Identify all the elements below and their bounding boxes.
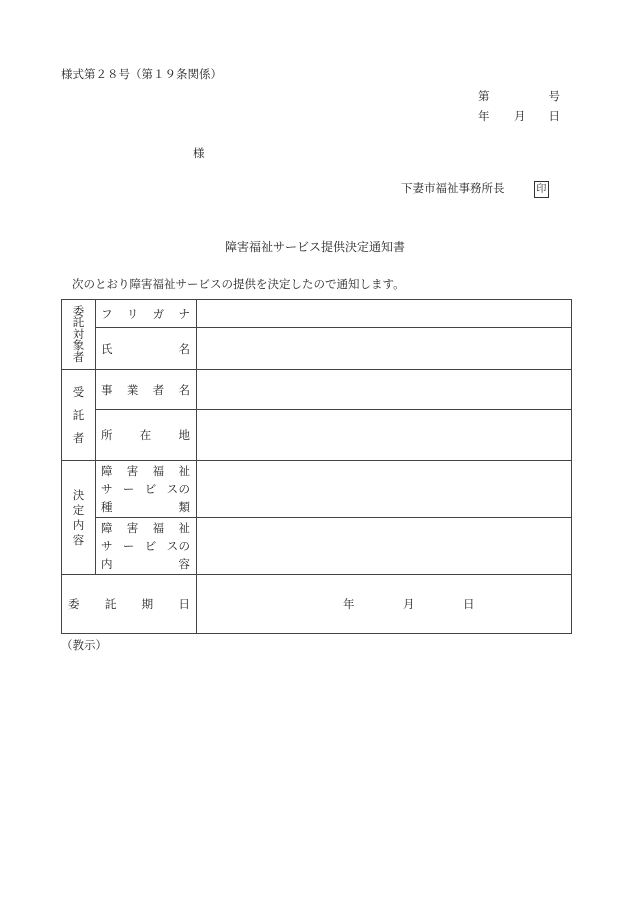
recipient-char: 者 [72,349,85,364]
service-content-field[interactable] [197,518,572,575]
furigana-char: ナ [178,306,190,321]
label-char: 在 [139,428,152,442]
recipient-group-label [62,300,96,370]
label-char: 委 [68,597,80,611]
decision-char: 決 [72,487,85,502]
period-field[interactable] [197,575,572,634]
label-char: の [178,482,190,496]
name-label-char: 名 [178,341,190,356]
furigana-char: フ [101,306,113,321]
recipient-char: 対 [72,326,85,341]
recipient-char: 委 [72,303,85,318]
label-char: 内 [101,557,113,571]
seal-mark: 印 [534,181,549,198]
date-month: 月 [514,109,526,123]
label-char: 託 [104,597,117,611]
addressee-suffix: 様 [193,146,205,160]
label-char: の [178,539,190,553]
instruction-heading: （教示） [61,638,107,652]
service-content-label [96,518,197,575]
contractor-char: 託 [72,407,85,422]
name-label [96,328,197,370]
form-number: 様式第２８号（第１９条関係） [61,67,222,81]
date-year: 年 [478,109,490,123]
label-char: 祉 [178,521,190,535]
label-char: ビ [144,482,157,496]
label-char: サ [101,482,113,496]
number-prefix: 第 [478,89,490,103]
issuer-name: 下妻市福祉事務所長 [401,181,505,195]
service-type-label [96,461,197,518]
date-day: 日 [548,109,560,123]
label-char: 期 [141,597,154,611]
label-char: 福 [152,464,165,478]
label-char: 障 [101,464,113,478]
decision-char: 内 [72,517,85,532]
label-char: 類 [178,500,190,514]
furigana-char: リ [126,306,139,321]
contractor-char: 者 [72,430,85,445]
label-char: 害 [126,464,139,478]
period-year: 年 [343,597,355,611]
label-char: サ [101,539,113,553]
recipient-char: 託 [72,315,85,330]
label-char: ビ [144,539,157,553]
label-char: 業 [126,382,139,397]
label-char: 事 [101,382,113,397]
contractor-char: 受 [72,384,85,399]
decision-char: 定 [72,502,85,517]
decision-char: 容 [72,532,85,547]
decision-group-label [62,461,96,575]
label-char: 所 [101,428,113,442]
name-field[interactable] [197,328,572,370]
intro-text: 次のとおり障害福祉サービスの提供を決定したので通知します。 [72,277,405,291]
furigana-field[interactable] [197,300,572,328]
furigana-char: ガ [152,306,165,321]
label-char: ー [122,539,135,553]
furigana-label [96,300,197,328]
period-label [62,575,197,634]
recipient-char: 象 [72,338,85,353]
label-char: 地 [178,428,190,442]
period-month: 月 [403,597,415,611]
label-char: 者 [152,382,165,397]
service-type-field[interactable] [197,461,572,518]
notice-table [61,299,572,634]
contractor-group-label [62,370,96,461]
label-char: 害 [126,521,139,535]
label-char: 障 [101,521,113,535]
label-char: 名 [178,382,190,397]
business-name-field[interactable] [197,370,572,410]
label-char: ー [122,482,135,496]
address-field[interactable] [197,410,572,461]
address-label [96,410,197,461]
business-name-label [96,370,197,410]
period-day: 日 [463,597,475,611]
name-label-char: 氏 [101,341,113,356]
label-char: ス [166,539,179,553]
label-char: 祉 [178,464,190,478]
label-char: ス [166,482,179,496]
label-char: 種 [101,500,113,514]
document-title: 障害福祉サービス提供決定通知書 [225,240,406,254]
label-char: 日 [178,597,190,611]
label-char: 福 [152,521,165,535]
label-char: 容 [178,557,190,571]
number-suffix: 号 [548,89,560,103]
issuer-block [401,180,549,198]
